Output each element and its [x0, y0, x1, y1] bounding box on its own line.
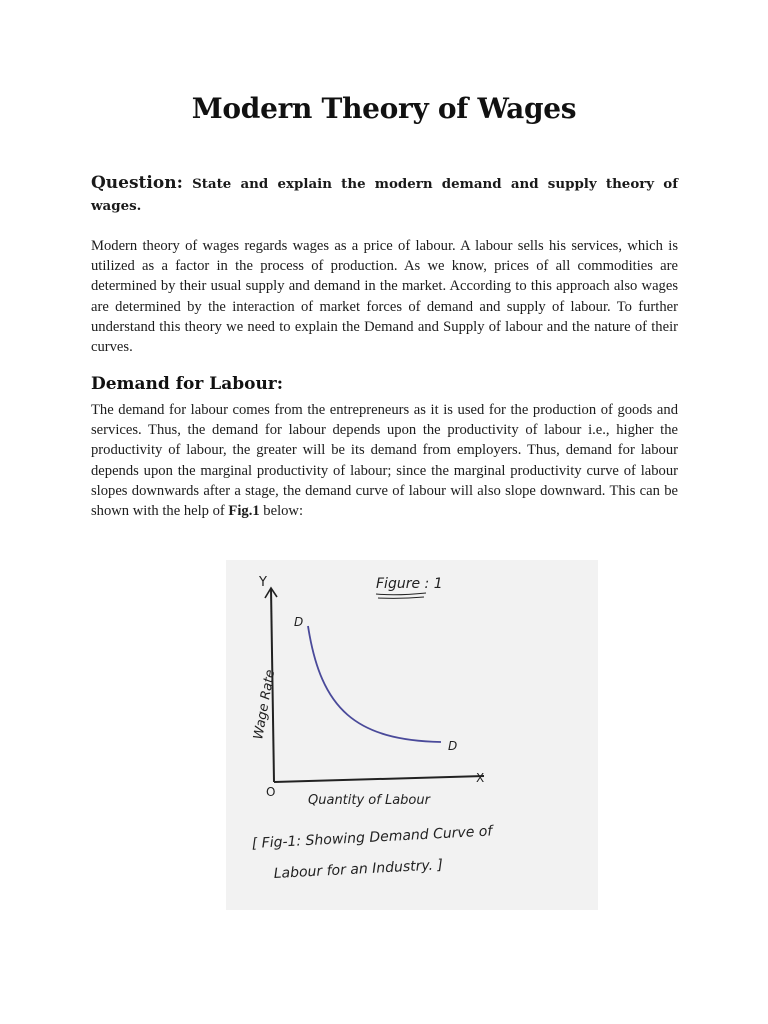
intro-paragraph: Modern theory of wages regards wages as a price of labour. A labour sells his services, which is utilized as a factor in the process of production. As we know, prices of all commodities are determined by their usual supply and demand in the market. According to this approach also wages are determined by the interaction of market forces of demand and supply of labour. To further understand this theory we need to explain the Demand and Supply of labour and the nature of their curves.	[91, 238, 678, 356]
origin-label: O	[266, 785, 276, 799]
question-block	[91, 172, 678, 217]
demand-curve	[308, 626, 441, 742]
figure-caption-line-1: [ Fig-1: Showing Demand Curve of	[251, 823, 493, 852]
page-title: Modern Theory of Wages	[191, 92, 577, 125]
demand-paragraph	[91, 400, 678, 521]
y-axis-label: Wage Rate	[251, 668, 279, 741]
curve-end-label: D	[448, 739, 458, 753]
figure-1-drawing	[226, 560, 598, 910]
figure-heading-underline	[376, 593, 426, 598]
figure-heading: Figure : 1	[376, 576, 443, 592]
x-axis-line	[274, 776, 484, 782]
x-axis-label: Quantity of Labour	[308, 793, 430, 808]
question-text: State and explain the modern demand and supply theory of wages.	[91, 176, 678, 214]
curve-start-label: D	[294, 615, 304, 629]
section-heading-demand: Demand for Labour:	[91, 374, 284, 394]
figure-1-image	[226, 560, 598, 910]
figure-reference: Fig.1	[228, 503, 260, 520]
figure-caption-line-2: Labour for an Industry. ]	[273, 857, 444, 882]
x-axis-letter: X	[476, 771, 485, 785]
y-axis-letter: Y	[259, 575, 267, 590]
demand-paragraph-tail: below:	[259, 503, 304, 520]
demand-paragraph-text: The demand for labour comes from the entrepreneurs as it is used for the production of goods and services. Thus, the demand for labour depends upon the productivity of labour i.e., higher the productivity of labour, the greater will be its demand from employers. Thus, demand for labour depends upon the marginal productivity of labour; since the marginal productivity curve of labour slopes downwards after a stage, the demand curve of labour will also slope downward. This can be shown with the help of	[91, 402, 678, 520]
question-label: Question:	[91, 173, 183, 193]
